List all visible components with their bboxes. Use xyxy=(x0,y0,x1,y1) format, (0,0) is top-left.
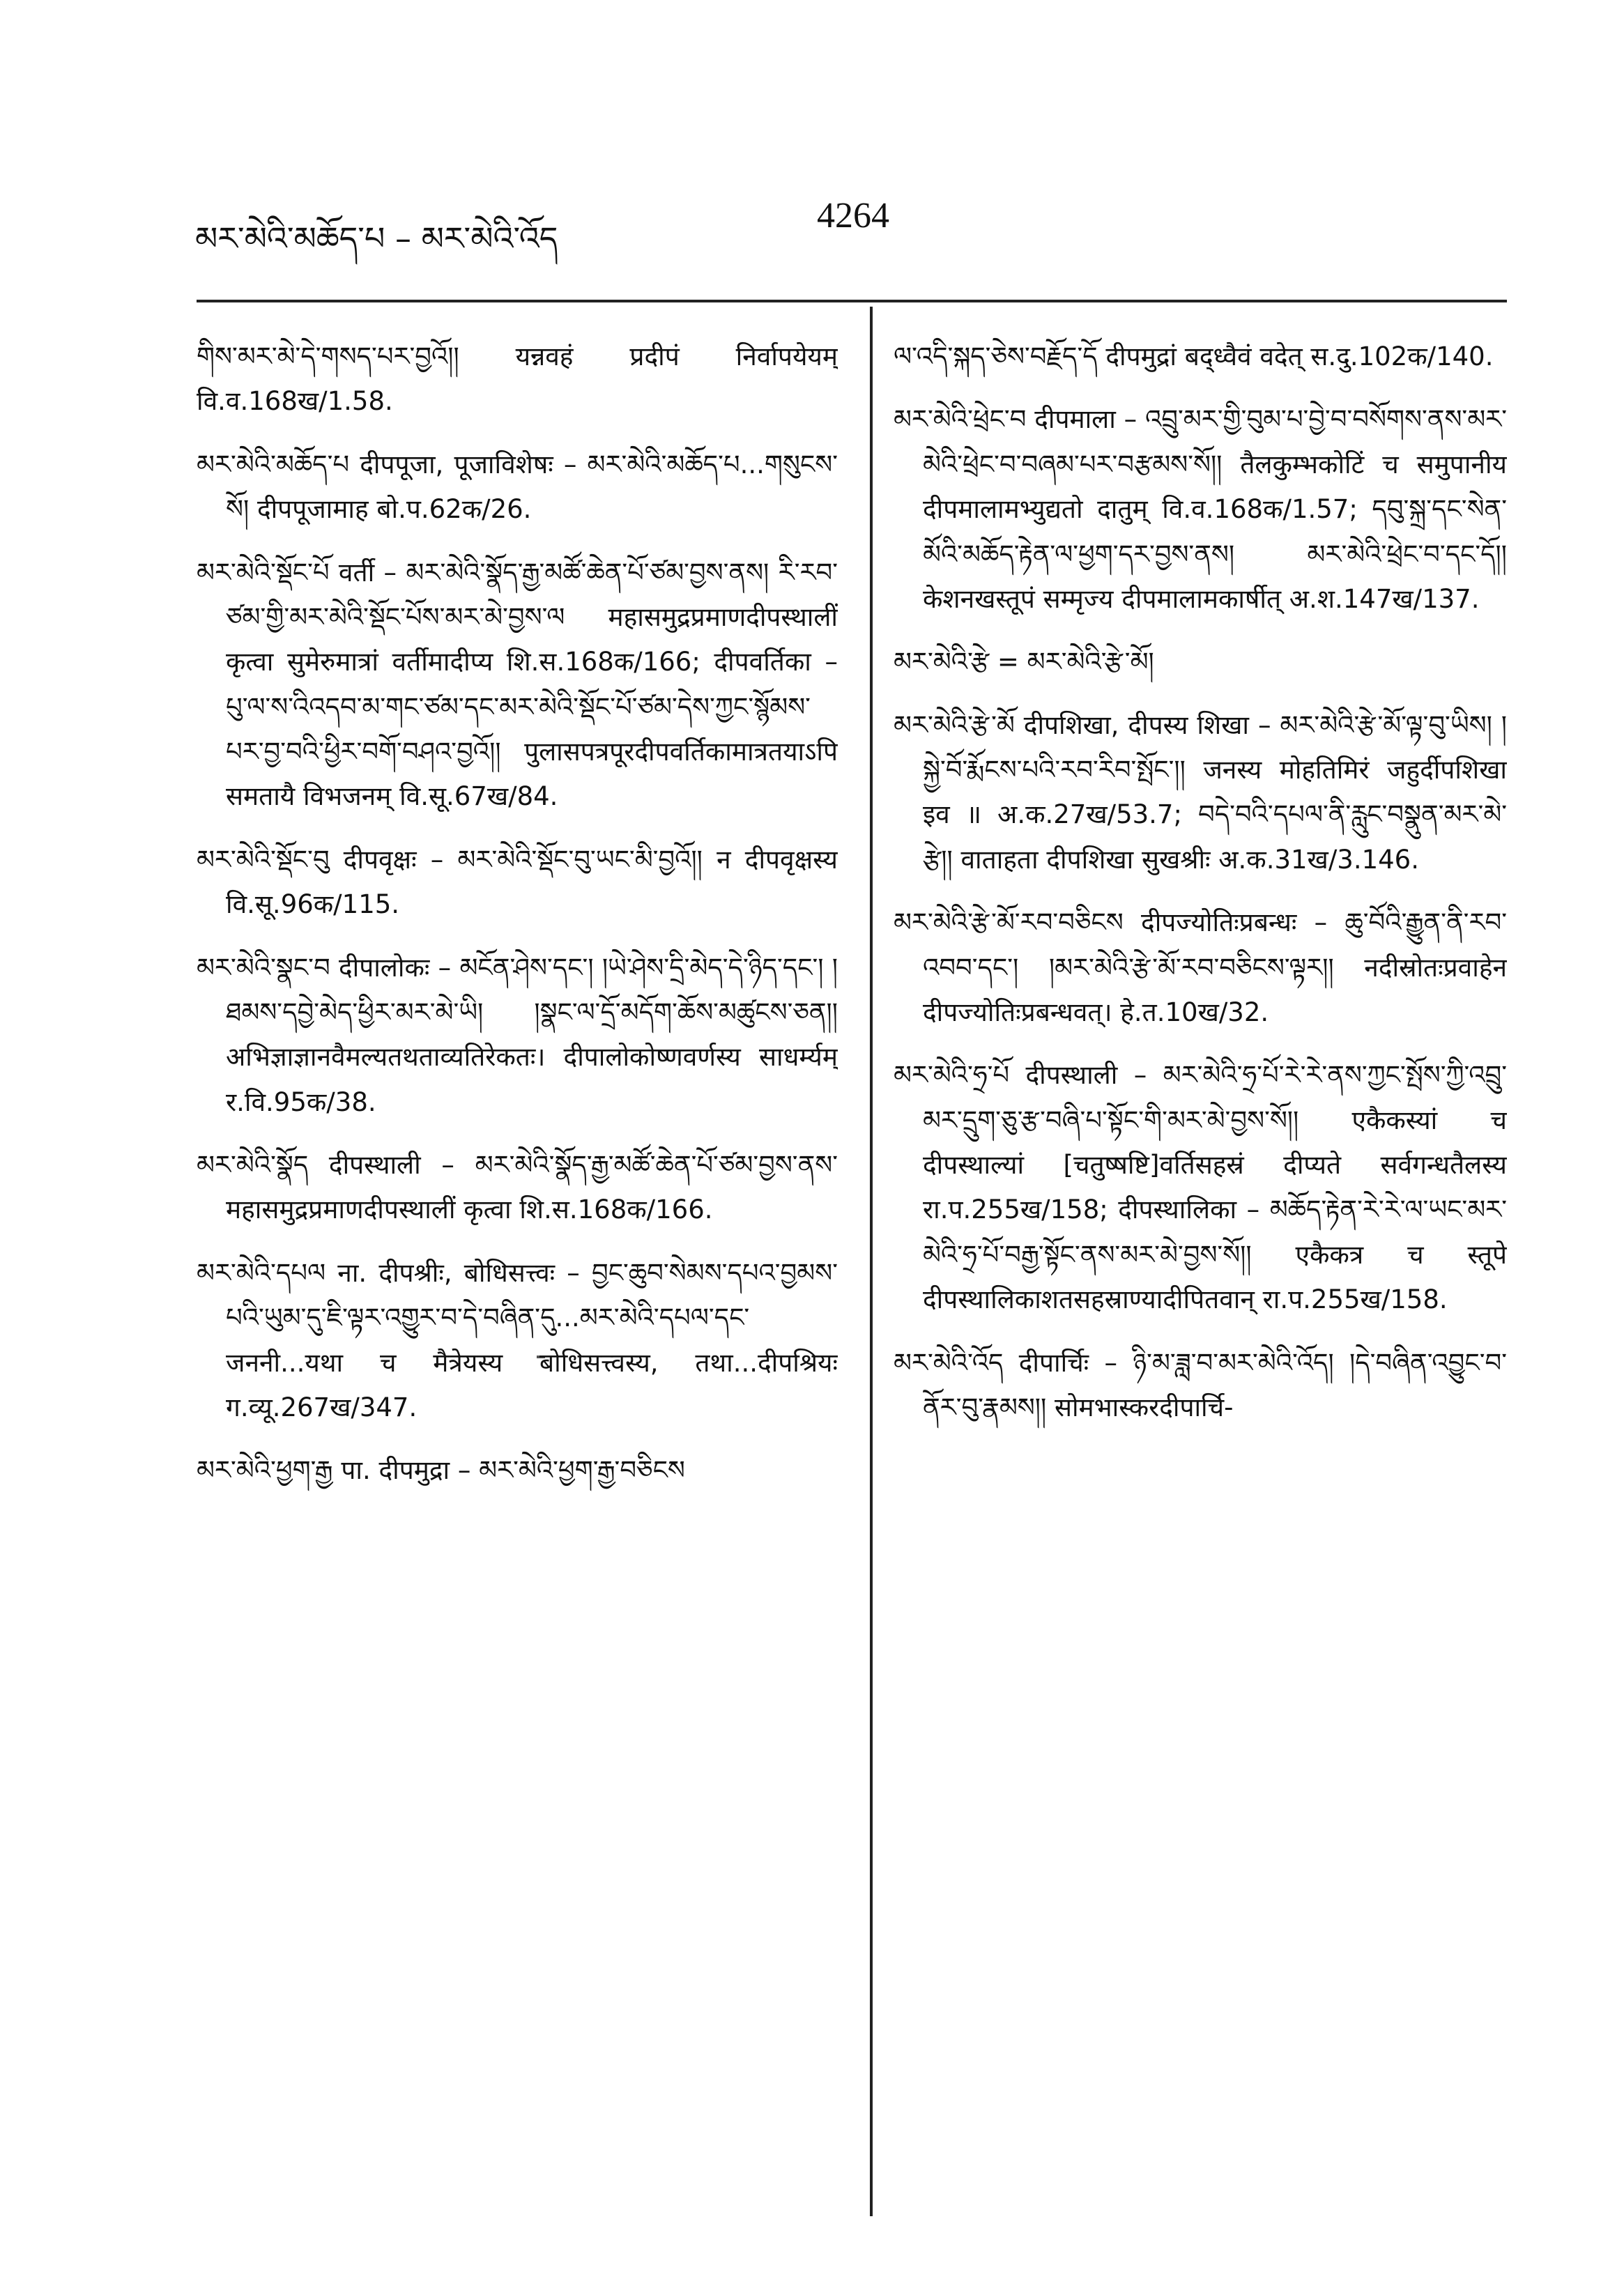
page-number: 4264 xyxy=(817,196,889,236)
dictionary-entry: མར་མེའི་ཕྲེང་བ दीपमाला – འབྲུ་མར་གྱི་བུམ་པ་བྱེ་བ་བསོགས་ནས་མར་མེའི་ཕྲེང་བ་བཞམ་པར་བརྩམས་སོ།། तैलकुम्भकोटिं च समुपानीय दीपमालामभ्युद्यतो दातुम् वि.व.168क/1.57; དབུ་སྐྲ་དང་སེན་མོའི་མཆོད་རྟེན་ལ་ཕྱག་དར་བྱས་ནས། མར་མེའི་ཕྲེང་བ་དང་དོ།། केशनखस्तूपं सम्मृज्य दीपमालामकार्षीत् अ.श.147ख/137. xyxy=(894,404,1507,614)
dictionary-entry: མར་མེའི་སྣོད दीपस्थाली – མར་མེའི་སྣོད་རྒྱ་མཚོ་ཆེན་པོ་ཙམ་བྱས་ནས་ महासमुद्रप्रमाणदीपस्थालीं कृत्वा शि.स.168क/166. xyxy=(197,1150,838,1225)
dictionary-entry: མར་མེའི་ཕྱག་རྒྱ पा. दीपमुद्रा – མར་མེའི་ཕྱག་རྒྱ་བཅིངས xyxy=(197,1455,685,1486)
dictionary-entry: མར་མེའི་དཔལ ना. दीपश्रीः, बोधिसत्त्वः – བྱང་ཆུབ་སེམས་དཔའ་བྱམས་པའི་ཡུམ་དུ་ཇི་ལྟར་འགྱུར་བ་དེ་བཞིན་དུ...མར་མེའི་དཔལ་དང་ जननी...यथा च मैत्रेयस्य बोधिसत्त्वस्य, तथा...दीपश्रियः ग.व्यू.267ख/347. xyxy=(197,1257,838,1422)
page-header xyxy=(190,195,1500,258)
dictionary-entry: མར་མེའི་རྩེ = མར་མེའི་རྩེ་མོ། xyxy=(894,647,1154,677)
left-column xyxy=(197,335,838,2258)
column-divider xyxy=(870,307,873,2216)
right-column xyxy=(894,335,1507,2258)
dictionary-entry: མར་མེའི་སྡོང་བུ दीपवृक्षः – མར་མེའི་སྡོང་བུ་ཡང་མི་བྱའོ།། न दीपवृक्षस्य वि.सू.96क/115. xyxy=(197,844,838,920)
header-rule xyxy=(197,300,1507,302)
dictionary-entry: མར་མེའི་སྡོང་པོ वर्ती – མར་མེའི་སྣོད་རྒྱ་མཚོ་ཆེན་པོ་ཙམ་བྱས་ནས། རི་རབ་ཙམ་གྱི་མར་མེའི་སྡོང་པོས་མར་མེ་བྱས་ལ महासमुद्रप्रमाणदीपस्थालीं कृत्वा सुमेरुमात्रां वर्तीमादीप्य शि.स.168क/166; दीपवर्तिका – པུ་ལ་ས་འིའདབ་མ་གང་ཙམ་དང་མར་མེའི་སྡོང་པོ་ཙམ་དེས་ཀྱང་སྙོམས་པར་བྱ་བའི་ཕྱིར་བགོ་བཤའ་བྱའོ།། पुलासपत्रपूरदीपवर्तिकामात्रतयाऽपि समतायै विभजनम् वि.सू.67ख/84. xyxy=(197,557,838,812)
dictionary-entry: མར་མེའི་རྩེ་མོ་རབ་བཅིངས दीपज्योतिःप्रबन्धः – ཆུ་བོའི་རྒྱུན་ནི་རབ་འབབ་དང་། །མར་མེའི་རྩེ་མོ་རབ་བཅིངས་ལྟར།། नदीस्रोतःप्रवाहेन दीपज्योतिःप्रबन्धवत्। हे.त.10ख/32. xyxy=(894,907,1507,1027)
dictionary-entry: མར་མེའི་ཧྲ་པོ दीपस्थाली – མར་མེའི་ཧྲ་པོ་རེ་རེ་ནས་ཀྱང་སྤོས་ཀྱི་འབྲུ་མར་དྲུག་ཅུ་རྩ་བཞི་པ་སྟོང་གི་མར་མེ་བྱས་སོ།། एकैकस्यां च दीपस्थाल्यां [चतुष्षष्टि]वर्तिसहस्रं दीप्यते सर्वगन्धतैलस्य रा.प.255ख/158; दीपस्थालिका – མཆོད་རྟེན་རེ་རེ་ལ་ཡང་མར་མེའི་ཧྲ་པོ་བརྒྱ་སྟོང་ནས་མར་མེ་བྱས་སོ།། एकैकत्र च स्तूपे दीपस्थालिकाशतसहस्राण्यादीपितवान् रा.प.255ख/158. xyxy=(894,1060,1507,1315)
dictionary-entry: མར་མེའི་མཆོད་པ दीपपूजा, पूजाविशेषः – མར་མེའི་མཆོད་པ...གསུངས་སོ། दीपपूजामाह बो.प.62क/26. xyxy=(197,449,838,525)
dictionary-entry: ལ་འདི་སྐད་ཅེས་བརྗོད་དོ दीपमुद्रां बद्ध्वैवं वदेत् स.दु.102क/140. xyxy=(894,341,1494,371)
running-head: མར་མེའི་མཆོད་པ – མར་མེའི་འོད xyxy=(195,220,558,257)
dictionary-entry: གིས་མར་མེ་དེ་གསད་པར་བྱའོ།། यन्नवहं प्रदीपं निर्वापयेयम् वि.व.168ख/1.58. xyxy=(197,341,838,417)
dictionary-entry: མར་མེའི་རྩེ་མོ दीपशिखा, दीपस्य शिखा – མར་མེའི་རྩེ་མོ་ལྟ་བུ་ཡིས། །སྐྱེ་བོ་རྨོངས་པའི་རབ་རིབ་སྤོང་།། जनस्य मोहतिमिरं जहुर्दीपशिखा इव ॥ अ.क.27ख/53.7; བདེ་བའི་དཔལ་ནི་རླུང་བསྣུན་མར་མེ་རྩེ།། वाताहता दीपशिखा सुखश्रीः अ.क.31ख/3.146. xyxy=(894,709,1507,875)
dictionary-entry: མར་མེའི་སྣང་བ दीपालोकः – མངོན་ཤེས་དང་། །ཡེ་ཤེས་དྲི་མེད་དེ་ཉིད་དང་། །ཐམས་དབྱེ་མེད་ཕྱིར་མར་མེ་ཡི། །སྣང་ལ་དྲོ་མདོག་ཆོས་མཚུངས་ཅན།། अभिज्ञाज्ञानवैमल्यतथताव्यतिरेकतः। दीपालोकोष्णवर्णस्य साधर्म्यम् र.वि.95क/38. xyxy=(197,952,838,1117)
dictionary-entry: མར་མེའི་འོད दीपार्चिः – ཉི་མ་ཟླ་བ་མར་མེའི་འོད། །དེ་བཞིན་འབྱུང་བ་ནོར་བུ་རྣམས།། सोमभास्करदीपार्चि- xyxy=(894,1347,1507,1422)
